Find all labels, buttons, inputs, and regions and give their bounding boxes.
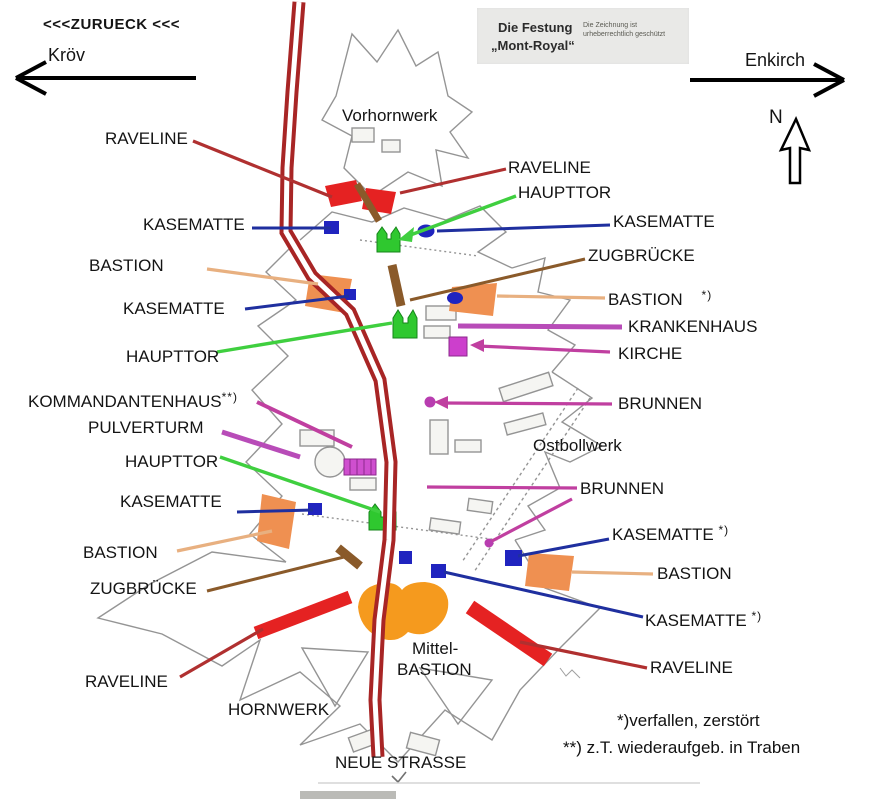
label-brunnen-2: BRUNNEN xyxy=(580,479,665,498)
nav-destination-kroev: Kröv xyxy=(48,45,86,65)
label-brunnen-1: BRUNNEN xyxy=(618,394,703,413)
footnote-marker: *) xyxy=(701,288,713,302)
label-kasematte-1: KASEMATTE xyxy=(143,215,245,234)
kirche-shape xyxy=(449,337,467,356)
nav-destination-enkirch: Enkirch xyxy=(745,50,806,70)
label-pulverturm: PULVERTURM xyxy=(88,418,204,437)
footnote-marker: **) xyxy=(221,390,238,404)
pulverturm-shape xyxy=(344,459,376,475)
label-kasematte-6 xyxy=(645,610,762,630)
label-bastion-3: BASTION xyxy=(83,543,158,562)
label-raveline-4: RAVELINE xyxy=(650,658,733,677)
area-label-ostbollwerk: Ostbollwerk xyxy=(533,436,622,455)
label-kasematte-4: KASEMATTE xyxy=(120,492,222,511)
area-label-vorhornwerk: Vorhornwerk xyxy=(342,106,438,125)
label-hauptor-2: HAUPTTOR xyxy=(518,183,612,202)
compass-label: N xyxy=(769,107,783,128)
label-bastion-1: BASTION xyxy=(89,256,164,275)
copyright-note-line2: urheberrechtlich geschützt xyxy=(583,31,666,38)
label-zugbruecke-2: ZUGBRÜCKE xyxy=(90,579,197,598)
label-hauptor-1: HAUPTTOR xyxy=(126,347,220,366)
map-title-line1: Die Festung xyxy=(498,20,573,35)
label-kasematte-5-text: KASEMATTE xyxy=(612,525,714,544)
label-kommandantenhaus xyxy=(28,391,238,411)
footnote-double-star: **) z.T. wiederaufgeb. in Traben xyxy=(563,738,801,757)
map-title-line2: „Mont-Royal“ xyxy=(491,38,575,53)
label-zugbruecke-1: ZUGBRÜCKE xyxy=(588,246,695,265)
north-arrow-icon xyxy=(781,119,809,183)
footnote-star: *)verfallen, zerstört xyxy=(617,711,760,730)
label-kasematte-5 xyxy=(612,524,729,544)
fortress-sketch xyxy=(98,30,703,799)
area-label-hornwerk: HORNWERK xyxy=(228,700,330,719)
left-arrow-icon xyxy=(16,62,196,94)
label-bastion-4: BASTION xyxy=(657,564,732,583)
label-kasematte-6-text: KASEMATTE xyxy=(645,611,747,630)
area-label-neue-strasse: NEUE STRASSE xyxy=(335,753,467,772)
map-title-box xyxy=(477,8,689,64)
area-label-mittel-bastion-line1: Mittel- xyxy=(412,639,459,658)
back-link[interactable]: <<<ZURUECK <<< xyxy=(43,16,181,33)
kasematte-shapes xyxy=(308,221,522,578)
mittel-bastion-shape xyxy=(358,582,448,640)
label-kommandantenhaus-text: KOMMANDANTENHAUS xyxy=(28,392,222,411)
footnote-marker: *) xyxy=(718,523,730,537)
label-raveline-3: RAVELINE xyxy=(85,672,168,691)
label-krankenhaus: KRANKENHAUS xyxy=(628,317,758,336)
label-raveline-1: RAVELINE xyxy=(105,129,188,148)
label-kirche: KIRCHE xyxy=(618,344,683,363)
label-bastion-2-text: BASTION xyxy=(608,290,683,309)
label-bastion-2 xyxy=(608,289,712,309)
label-kasematte-2: KASEMATTE xyxy=(123,299,225,318)
area-label-mittel-bastion-line2: BASTION xyxy=(397,660,472,679)
label-raveline-2: RAVELINE xyxy=(508,158,591,177)
label-kasematte-3: KASEMATTE xyxy=(613,212,715,231)
footnote-marker: *) xyxy=(751,609,763,623)
copyright-note-line1: Die Zeichnung ist xyxy=(583,22,638,29)
label-hauptor-3: HAUPTTOR xyxy=(125,452,219,471)
